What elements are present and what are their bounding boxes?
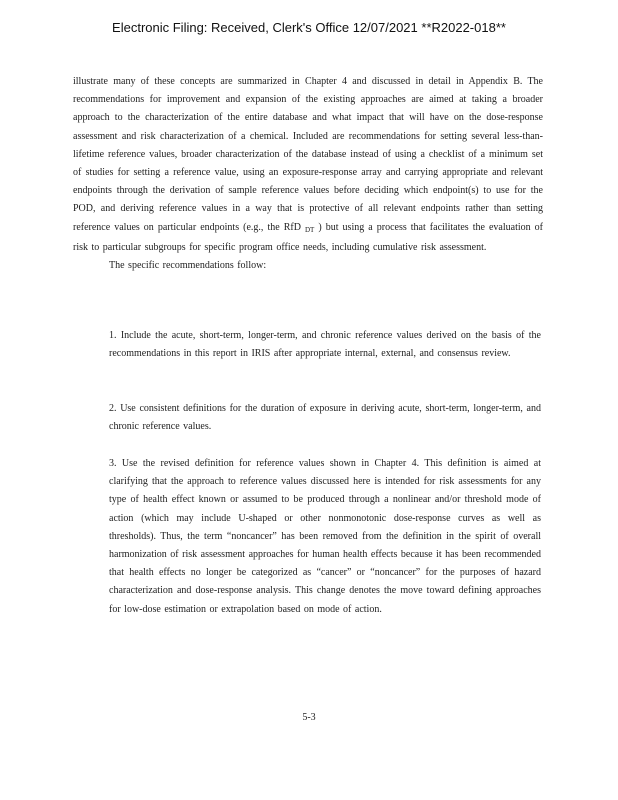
body-paragraph xyxy=(73,73,543,275)
page-number: 5-3 xyxy=(302,712,316,723)
recommendation-item-3: 3. Use the revised definition for reference values shown in Chapter 4. This definition is aimed at clarifying that the approach to reference values discussed here is intended for risk assessments for any type of health effect known or assumed to be produced through a nonlinear and/or threshold mode of action (which may include U-shaped or other nonmonotonic dose-response curves as well as thresholds). Thus, the term “noncancer” has been removed from the definition in the spirit of overall harmonization of risk assessment approaches for human health effects because it has been recommended that health effects no longer be categorized as “cancer” or “noncancer” for the purposes of hazard characterization and dose-response analysis. This change denotes the move toward defining approaches for low-dose estimation or extrapolation based on mode of action. xyxy=(109,458,541,615)
paragraph-text-part-1: illustrate many of these concepts are summarized in Chapter 4 and discussed in detail in Appendix B. The recommendations for improvement and expansion of the existing approaches are aimed at taking a broader approach to the characterization of the entire database and what impact that will have on the dose-response assessment and risk characterization of a chemical. Included are recommendations for setting several less-than-lifetime reference values, broader characterization of the database instead of using a checklist of a minimum set of studies for setting a reference value, using an exposure-response array and carrying appropriate and relevant endpoints through the derivation of sample reference values before deciding which endpoint(s) to use for the POD, and deriving reference values in a way that is protective of all relevant endpoints rather than setting reference values on particular endpoints (e.g., the RfD xyxy=(73,76,543,233)
paragraph-text-part-2: ) but using a process that facilitates the evaluation of risk to particular subgroups for specific program office needs, including cumulative risk assessment. xyxy=(73,221,543,253)
recommendations-intro: The specific recommendations follow: xyxy=(109,260,267,272)
filing-header: Electronic Filing: Received, Clerk's Office 12/07/2021 **R2022-018** xyxy=(112,20,506,35)
recommendation-item-1: 1. Include the acute, short-term, longer-term, and chronic reference values derived on the basis of the recommendations in this report in IRIS after appropriate internal, external, and consensus review. xyxy=(109,330,541,360)
rfd-subscript: DT xyxy=(304,225,315,234)
recommendation-item-2: 2. Use consistent definitions for the duration of exposure in deriving acute, short-term, longer-term, and chronic reference values. xyxy=(109,403,541,433)
